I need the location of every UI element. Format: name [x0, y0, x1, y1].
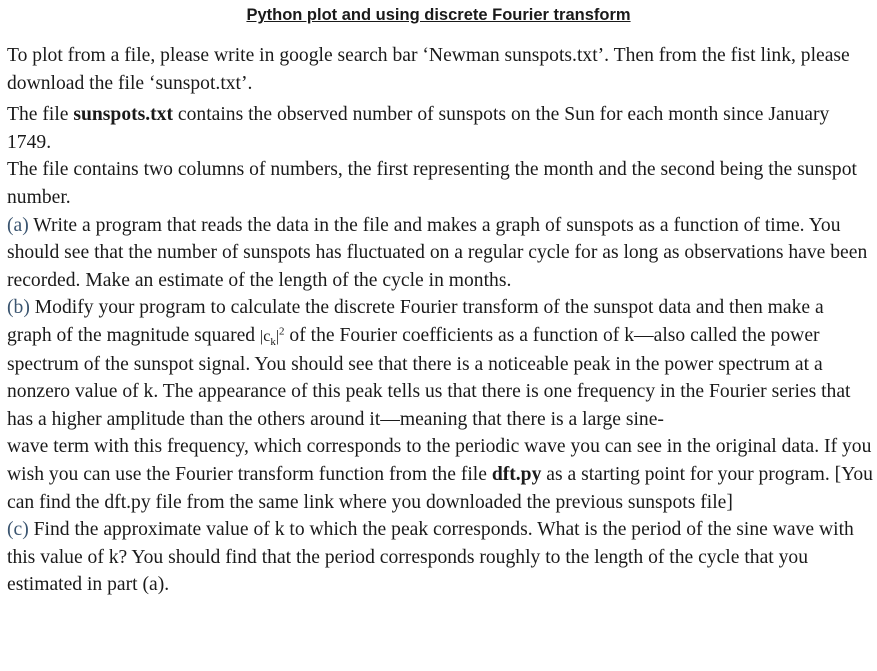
ck-superscript: 2 [279, 325, 285, 338]
part-b-text-end: as a starting point for your program. [You can find the dft.py file from the same link where you downloaded the previous sunspots file] [7, 463, 873, 513]
ck-symbol-close: | [275, 327, 280, 345]
document-body [7, 42, 873, 599]
part-c-text: Find the approximate value of k to which the peak corresponds. What is the period of the sine wave with this value of k? You should find that the period corresponds roughly to the length of the cycle that you estimated in part (a). [7, 519, 854, 596]
part-a-label: (a) [7, 214, 29, 236]
part-c-paragraph [7, 516, 873, 599]
sunspots-filename: sunspots.txt [73, 104, 174, 126]
description-text: The file [7, 104, 74, 126]
part-b-text: Modify your program to calculate the discrete Fourier transform of the sunspot data and then make a graph of the magnitude squared [7, 297, 824, 346]
ck-symbol-base: |c [260, 327, 271, 345]
ck-subscript: k [270, 336, 276, 349]
part-b-text: of the Fourier coefficients as a function of k—also called the power spectrum of the sunspot signal. You should see that there is a noticeable peak in the power spectrum at a nonzero value of k. The appearance of this peak tells us that there is one frequency in the Fourier series that has a higher amplitude than the others around it—meaning that there is a large sine- [7, 324, 851, 430]
description-paragraph-2: The file contains two columns of numbers, the first representing the month and the second being the sunspot number. [7, 159, 857, 208]
part-a-paragraph [7, 212, 873, 295]
part-b-label: (b) [7, 297, 30, 319]
part-b-text-continued: wave term with this frequency, which corresponds to the periodic wave you can see in the original data. If you wish you can use the Fourier transform function from the file [7, 436, 872, 485]
description-paragraph-1 [7, 101, 873, 156]
part-c-label: (c) [7, 519, 29, 541]
part-a-text: Write a program that reads the data in the file and makes a graph of sunspots as a function of time. You should see that the number of sunspots has fluctuated on a regular cycle for as long as observations have been recorded. Make an estimate of the length of the cycle in months. [7, 214, 868, 291]
ck-symbol [260, 325, 285, 349]
page-title: Python plot and using discrete Fourier transform [246, 6, 631, 24]
description-text: contains the observed number of sunspots on the Sun for each month since January 1749. [7, 104, 830, 153]
dft-filename: dft.py [491, 463, 542, 485]
intro-paragraph: To plot from a file, please write in google search bar ‘Newman sunspots.txt’. Then from the fist link, please download the file ‘sunspot.txt’. [7, 45, 850, 94]
part-b-paragraph [7, 294, 873, 516]
